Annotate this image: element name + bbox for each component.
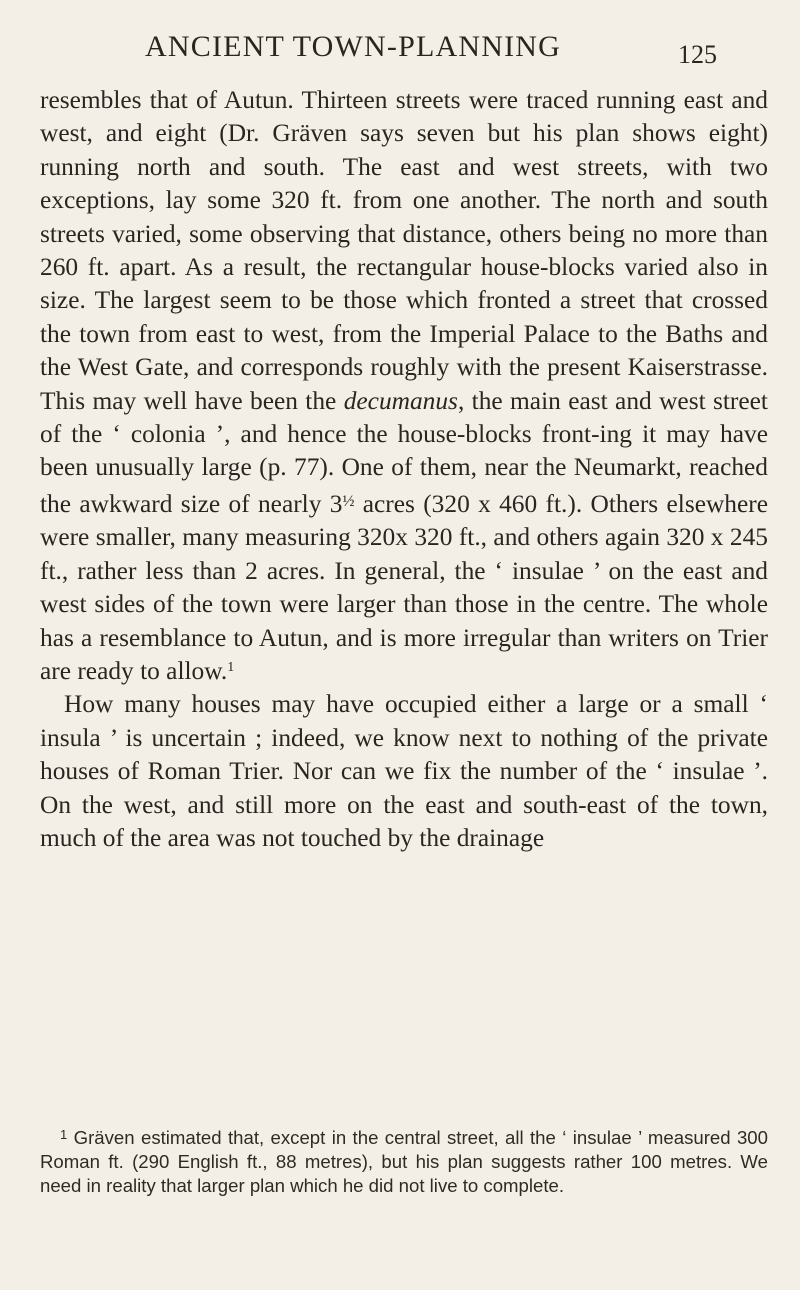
footnote	[40, 1126, 768, 1199]
paragraph-1	[40, 84, 768, 688]
paragraph-1-part-a: resembles that of Autun. Thirteen streets were traced running east and west, and eight (Dr. Gräven says seven but his plan shows eight) running north and south. The east and west streets, with two exceptions, lay some 320 ft. from one another. The north and south streets varied, some observing that distance, others being no more than 260 ft. apart. As a result, the rectangular house-blocks varied also in size. The largest seem to be those which fronted a street that crossed the town from east to west, from the Imperial Palace to the Baths and the West Gate, and corresponds roughly with the present Kaiserstrasse. This may well have been the	[40, 86, 768, 415]
footnote-reference: 1	[227, 659, 235, 675]
fraction-half: ½	[342, 492, 355, 510]
footnote-text: Gräven estimated that, except in the central street, all the ‘ insulae ’ measured 300 Roman ft. (290 English ft., 88 metres), but his plan suggests rather 100 metres. We need in reality that larger plan which he did not live to complete.	[40, 1127, 768, 1197]
main-text	[40, 84, 768, 855]
paragraph-2: How many houses may have occupied either a large or a small ‘ insula ’ is uncertain ; indeed, we know next to nothing of the private houses of Roman Trier. Nor can we fix the number of the ‘ insulae ’. On the west, and still more on the east and south-east of the town, much of the area was not touched by the drainage	[40, 690, 768, 852]
paragraph-1-part-c: acres (320 x 460 ft.). Others elsewhere were smaller, many measuring 320x 320 ft., and others again 320 x 245 ft., rather less than 2 acres. In general, the ‘ insulae ’ on the east and west sides of the town were larger than those in the centre. The whole has a resemblance to Autun, and is more irregular than writers on Trier are ready to allow.	[40, 489, 768, 685]
footnote-paragraph	[40, 1126, 768, 1199]
paragraph-1-part-b: , the main east and west street of the ‘ colonia ’, and hence the house-blocks front-ing it may have been unusually large (p. 77). One of them, near the Neumarkt, reached the awkward size of nearly 3	[40, 386, 768, 518]
italic-term: decumanus	[343, 386, 458, 415]
footnote-marker: 1	[60, 1127, 68, 1142]
page-number: 125	[678, 40, 717, 69]
running-header: ANCIENT TOWN-PLANNING	[145, 30, 562, 63]
